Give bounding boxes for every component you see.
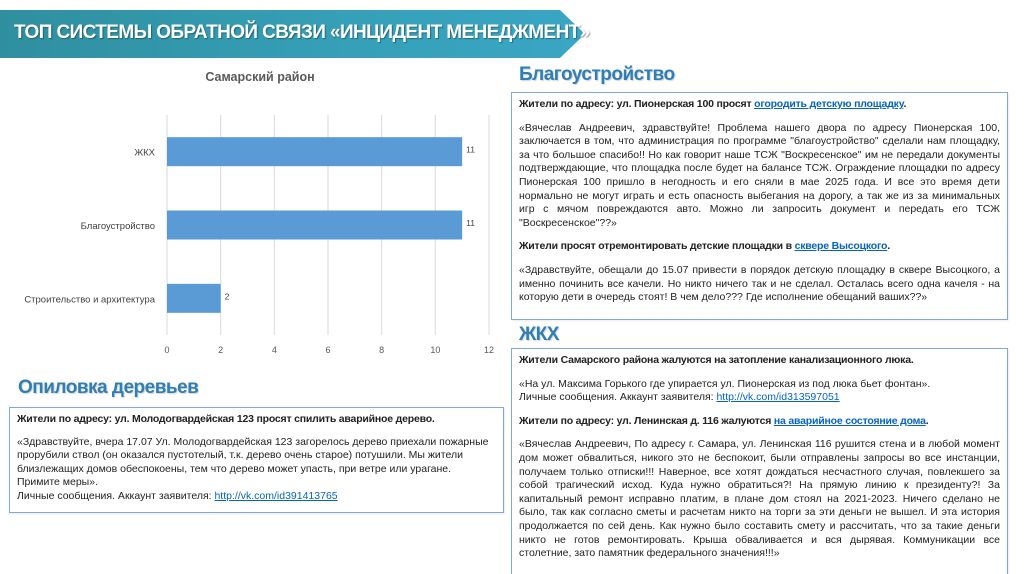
zhkh-item2-text: «Вячеслав Андреевич, По адресу г. Самара, ул. Ленинская 116 рушится стена и в любой момент дом может обвалиться, никого это не беспокоит, были отправлены запросы во все инстанции, получаем только отписки!!! Наверное, все хотят дождаться несчастного случая, повлекшего за собой трагический исход. Куда нужно обратиться?! На прямую линию к президенту?! За капитальный ремонт исправно платим, в плане дом стоял на 2021-2023. Ничего сделано не было, так как согласно сметы и расчетам никто на торги за эти деньги не вышел. И эта история продолжается по сей день. Как нужно было составить смету и рассчитать, что за такие деньги никто не готов ремонтировать. Крыша обваливается и вся дырявая. Коммуникации все столетние, зато памятник федерального значения!!!» bbox=[519, 438, 1000, 560]
chart-x-tick-label: 10 bbox=[430, 345, 441, 355]
section-heading-zhkh: ЖКХ bbox=[519, 324, 559, 345]
chart-category-label: Строительство и архитектура bbox=[24, 294, 155, 306]
trees-box bbox=[9, 407, 504, 513]
chart-data-label: 11 bbox=[466, 218, 475, 228]
trees-item-title: Жители по адресу: ул. Молодогвардейская 123 просят спилить аварийное дерево. bbox=[17, 413, 435, 425]
chart-bar bbox=[167, 211, 462, 240]
chart-category-label: ЖКХ bbox=[134, 147, 155, 159]
zhkh-item1-title: Жители Самарского района жалуются на затопление канализационного люка. bbox=[519, 354, 914, 366]
chart-x-tick-label: 6 bbox=[325, 345, 331, 355]
emergency-house-link[interactable]: на аварийное состояние дома bbox=[773, 414, 926, 427]
blagoustroystvo-item2-title: Жители просят отремонтировать детские площадки в сквере Высоцкого. bbox=[519, 240, 890, 253]
chart-x-tick-label: 8 bbox=[379, 345, 385, 355]
chart-x-tick-label: 12 bbox=[483, 345, 495, 355]
zhkh-box bbox=[511, 348, 1008, 574]
zhkh-item1-text: «На ул. Максима Горького где упирается ул. Пионерская из под люка бьет фонтан». Личные сообщения. Аккаунт заявителя: http://vk.com/id313597051 bbox=[519, 377, 931, 404]
section-heading-trees: Опиловка деревьев bbox=[18, 377, 199, 398]
zhkh-author-link[interactable]: http://vk.com/id313597051 bbox=[716, 391, 840, 404]
trees-item-text: «Здравствуйте, вчера 17.07 Ул. Молодогвардейская 123 загорелось дерево приехали пожарные прорубили ствол (он оказался пустотелый, т.к. дерево очень старое) потушили. Мы жители близлежащих домов обеспокоены, тем что дерево может упасть, при ветре или урагане. Примите меры». Личные сообщения. Аккаунт заявителя: http://vk.com/id391413765 bbox=[17, 435, 489, 502]
blagoustroystvo-item1-title: Жители по адресу: ул. Пионерская 100 просят огородить детскую площадку. bbox=[519, 98, 907, 110]
section-heading-blagoustroystvo: Благоустройство bbox=[519, 64, 675, 85]
chart-category-label: Благоустройство bbox=[80, 221, 155, 232]
chart-x-tick-label: 2 bbox=[218, 345, 224, 355]
zhkh-item2-title: Жители по адресу: ул. Ленинская д. 116 жалуются на аварийное состояние дома. bbox=[519, 414, 929, 427]
fence-playground-link[interactable]: огородить детскую площадку bbox=[754, 98, 904, 110]
bar-chart bbox=[0, 90, 500, 360]
page-title: ТОП СИСТЕМЫ ОБРАТНОЙ СВЯЗИ «ИНЦИДЕНТ МЕНЕДЖМЕНТ» bbox=[14, 22, 590, 43]
vysotsky-square-link[interactable]: сквере Высоцкого bbox=[794, 240, 888, 253]
chart-data-label: 11 bbox=[466, 144, 475, 155]
blagoustroystvo-box bbox=[511, 92, 1008, 320]
trees-author-link[interactable]: http://vk.com/id391413765 bbox=[214, 489, 338, 502]
blagoustroystvo-item2-text: «Здравствуйте, обещали до 15.07 привести в порядок детскую площадку в сквере Высоцкого, а именно починить все качели. Но никто ничего так и не сделал. Осталась всего одна качеля - на которую дети в очередь стоят! В чем дело??? Где исполнение обещаний ваших??» bbox=[519, 263, 1000, 304]
blagoustroystvo-item1-text: «Вячеслав Андреевич, здравствуйте! Проблема нашего двора по адресу Пионерская 100, заключается в том, что администрация по программе "благоустройство" сделали нам площадку, за что большое спасибо!! Но как говорит наше ТСЖ "Воскресенское" им не передали документы подтверждающие, что площадка после будет на балансе ТСЖ. Ограждение площадки по адресу Пионерская 100 пришло в негодность и его сняли в мае 2025 года. И все это время дети нормально не могут играть и есть опасность выбегания на дорогу, а так же из за минимальных игр с мячом повреждаются авто. Можно ли запросить документ и передать его ТСЖ "Воскресенское"??» bbox=[519, 121, 1000, 229]
chart-x-tick-label: 4 bbox=[271, 345, 277, 355]
chart-x-tick-label: 0 bbox=[164, 345, 170, 355]
chart-bar bbox=[167, 137, 462, 166]
chart-title: Самарский район bbox=[205, 70, 315, 84]
chart-bar bbox=[167, 284, 221, 313]
chart-data-label: 2 bbox=[224, 291, 230, 302]
